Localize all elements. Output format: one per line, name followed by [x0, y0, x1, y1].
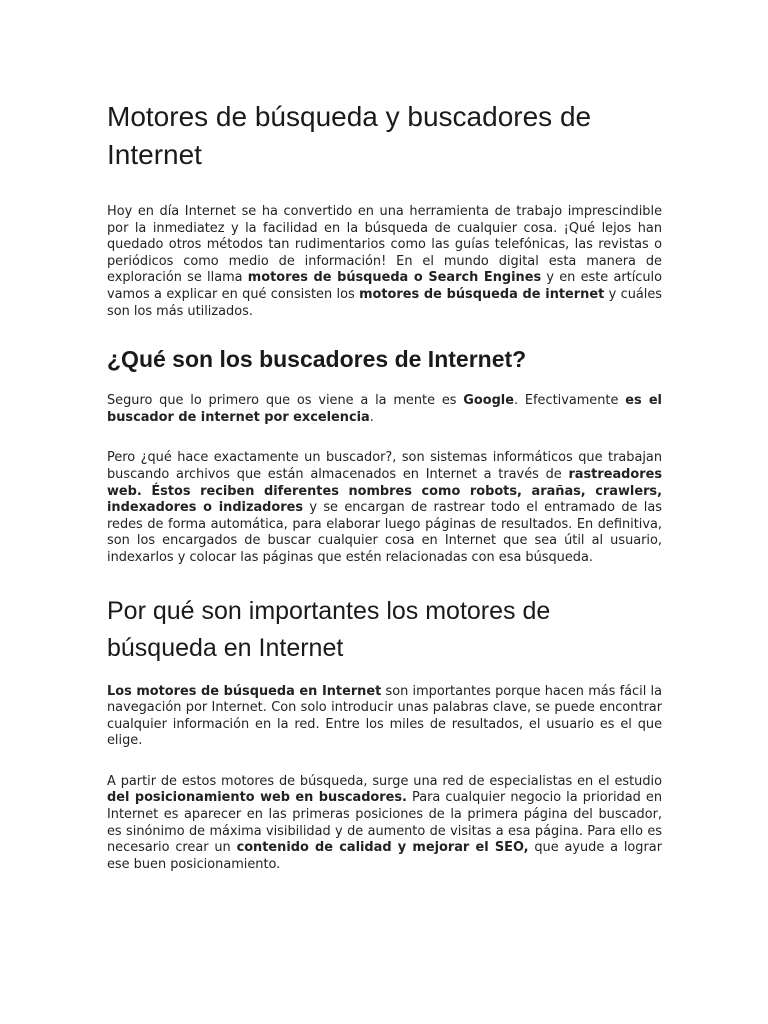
paragraph-buscador-definicion — [107, 450, 662, 566]
bold-text: del posicionamiento web en buscadores. — [107, 790, 407, 806]
text-run: Seguro que lo primero que os viene a la mente es — [107, 393, 464, 409]
text-run: . — [369, 409, 374, 425]
text-run: A partir de estos motores de búsqueda, surge una red de especialistas en el estudio — [107, 773, 662, 789]
paragraph-importancia — [107, 684, 662, 750]
bold-text: contenido de calidad y mejorar el SEO, — [236, 840, 529, 856]
intro-paragraph — [107, 204, 662, 320]
section-heading-importancia: Por qué son importantes los motores de búsqueda en Internet — [107, 596, 551, 662]
paragraph-posicionamiento — [107, 774, 662, 874]
bold-text: motores de búsqueda de internet — [359, 286, 605, 302]
paragraph-google — [107, 393, 662, 426]
text-run: que ayude a lograr ese buen posicionamiento. — [107, 840, 662, 872]
text-run: y en este artículo vamos a explicar en qué consisten los — [107, 270, 662, 302]
page-title: Motores de búsqueda y buscadores de Internet — [107, 101, 592, 170]
text-run: son importantes porque hacen más fácil la navegación por Internet. Con solo introducir unas palabras clave, se puede encontrar cualquier información en la red. Entre los miles de resultados, el usuario es el que elige. — [107, 683, 663, 749]
text-run: . Efectivamente — [513, 393, 626, 409]
section-heading-que-son: ¿Qué son los buscadores de Internet? — [107, 346, 527, 373]
text-run: y se encargan de rastrear todo el entramado de las redes de forma automática, para elaborar luego páginas de resultados. En definitiva, son los encargados de buscar cualquier cosa en Internet que sea útil al usuario, indexarlos y colocar las páginas que estén relacionadas con esa búsqueda. — [107, 500, 662, 565]
bold-text: Google — [463, 393, 514, 409]
bold-text: motores de búsqueda o Search Engines — [247, 270, 542, 286]
text-run: Para cualquier negocio la prioridad en Internet es aparecer en las primeras posiciones de la primera página del buscador, es sinónimo de máxima visibilidad y de aumento de visitas a esa página. Para ello es necesario crear un — [107, 790, 662, 856]
bold-text: rastreadores web. Éstos reciben diferentes nombres como robots, arañas, crawlers, indexadores o indizadores — [107, 466, 662, 516]
bold-text: Los motores de búsqueda en Internet — [107, 683, 382, 699]
bold-text: es el buscador de internet por excelencia — [107, 393, 662, 425]
text-run: Hoy en día Internet se ha convertido en una herramienta de trabajo imprescindible por la inmediatez y la facilidad en la búsqueda de cualquier cosa. ¡Qué lejos han quedado otros métodos tan rudimentarios como las guías telefónicas, las revistas o periódicos como medio de información! En el mundo digital esta manera de exploración se llama — [107, 204, 662, 286]
document-page — [107, 98, 662, 897]
text-run: y cuáles son los más utilizados. — [107, 286, 662, 319]
text-run: Pero ¿qué hace exactamente un buscador?, son sistemas informáticos que trabajan buscando archivos que están almacenados en Internet a través de — [107, 450, 662, 482]
